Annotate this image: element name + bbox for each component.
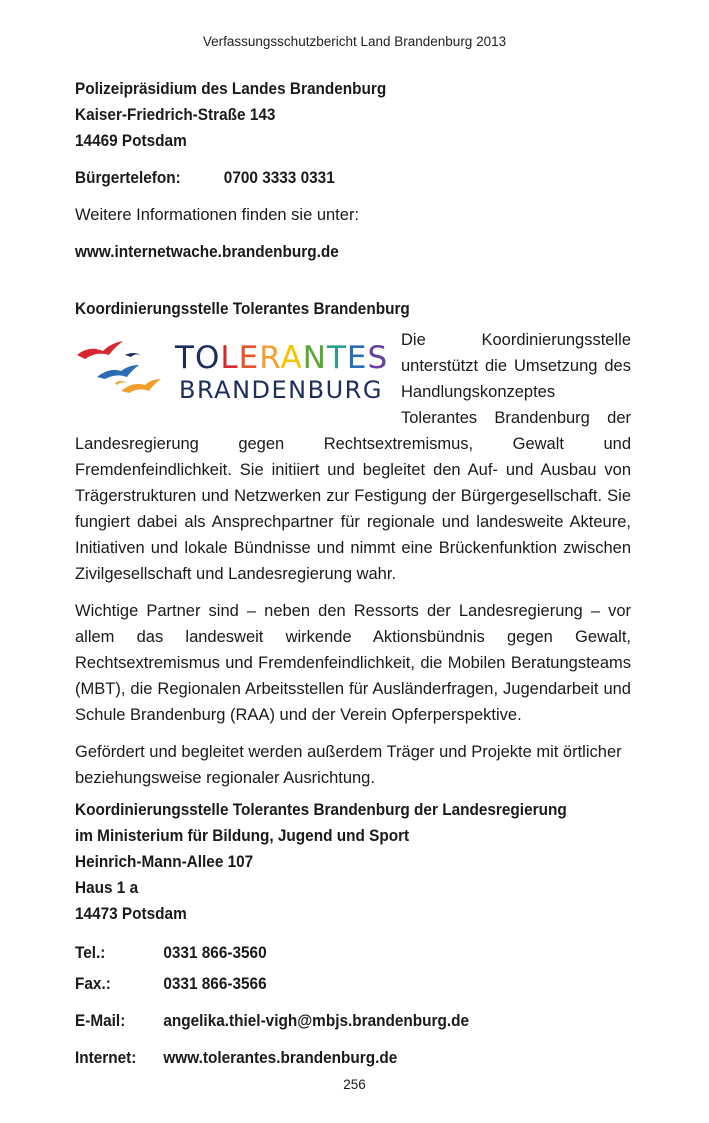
logo-letter: L [220, 340, 239, 376]
page-content [75, 76, 631, 1074]
dark-bird [125, 353, 141, 357]
logo-letter: O [194, 340, 221, 376]
tel-value: 0331 866-3560 [163, 944, 267, 962]
logo-letter: S [367, 340, 389, 376]
logo-letter: R [259, 340, 281, 376]
orange-bird [121, 379, 161, 393]
koordinierung-section [75, 327, 631, 587]
phone-value: 0700 3333 0331 [223, 169, 335, 187]
logo-letter: E [238, 340, 260, 376]
police-phone-row [75, 165, 592, 191]
fax-label: Fax.: [75, 975, 111, 993]
running-header: Verfassungsschutzbericht Land Brandenburg 2013 [202, 34, 507, 49]
tolerantes-brandenburg-logo [75, 335, 401, 413]
email-row [75, 1006, 592, 1037]
email-link[interactable]: angelika.thiel-vigh@mbjs.brandenburg.de [163, 1012, 470, 1030]
logo-letter: A [280, 340, 303, 376]
address-line-5: 14473 Potsdam [75, 905, 187, 923]
fax-value: 0331 866-3566 [163, 975, 267, 993]
address-line-1: Koordinierungsstelle Tolerantes Brandenburg der Landesregierung [75, 801, 567, 819]
logo-letter: E [346, 340, 368, 376]
internet-link[interactable]: www.tolerantes.brandenburg.de [163, 1049, 398, 1067]
address-line-3: Heinrich-Mann-Allee 107 [75, 853, 254, 871]
blue-bird [97, 365, 139, 379]
page-number: 256 [343, 1077, 366, 1092]
orange-bird-small [115, 381, 127, 385]
address-line-2: im Ministerium für Bildung, Jugend und Sport [75, 827, 410, 845]
red-bird [77, 341, 123, 359]
tel-row [75, 938, 592, 969]
address-line-4: Haus 1 a [75, 879, 139, 897]
fax-row [75, 969, 592, 1000]
police-website-link[interactable]: www.internetwache.brandenburg.de [75, 243, 339, 261]
police-street: Kaiser-Friedrich-Straße 143 [75, 106, 276, 124]
email-label: E-Mail: [75, 1012, 126, 1030]
internet-label: Internet: [75, 1049, 137, 1067]
police-name: Polizeipräsidium des Landes Brandenburg [75, 80, 387, 98]
phone-label: Bürgertelefon: [75, 169, 181, 187]
logo-letter: N [302, 340, 327, 376]
koordinierung-address [75, 797, 631, 927]
internet-row [75, 1043, 592, 1074]
logo-letter: T [326, 340, 347, 376]
logo-word-brandenburg: BRANDENBURG [179, 376, 383, 404]
tel-label: Tel.: [75, 944, 106, 962]
logo-letter: T [175, 340, 195, 376]
birds-icon [75, 339, 165, 399]
paragraph-partners: Wichtige Partner sind – neben den Ressorts der Landesregierung – vor allem das landesweit wirkende Aktionsbündnis gegen Gewalt, Rechtsextremismus und Fremdenfeindlichkeit, die Mobilen Beratungsteams (MBT), die Regionalen Arbeitsstellen für Ausländerfragen, Jugendarbeit und Schule Brandenburg (RAA) und der Verein Opferperspektive. [75, 602, 631, 724]
logo-word-tolerantes [175, 341, 388, 375]
paragraph-intro: Die Koordinierungsstelle unterstützt die Umsetzung des Handlungskonzeptes Tolerantes Brandenburg der Landesregierung gegen Rechtsextremismus, Gewalt und Fremdenfeindlichkeit. Sie initiiert und begleitet den Auf- und Ausbau von Trägerstrukturen und Netzwerken zur Festigung der Bürgergesellschaft. Sie fungiert dabei als Ansprechpartner für regionale und landesweite Akteure, Initiativen und lokale Bündnisse und nimmt eine Brückenfunktion zwischen Zivilgesellschaft und Landesregierung wahr. [75, 331, 631, 583]
paragraph-funding: Gefördert und begleitet werden außerdem Träger und Projekte mit örtlicher beziehungsweise regionaler Ausrichtung. [75, 743, 622, 787]
police-address [75, 76, 631, 154]
police-city: 14469 Potsdam [75, 132, 187, 150]
koordinierung-heading: Koordinierungsstelle Tolerantes Brandenburg [75, 300, 410, 318]
info-text: Weitere Informationen finden sie unter: [75, 206, 360, 224]
